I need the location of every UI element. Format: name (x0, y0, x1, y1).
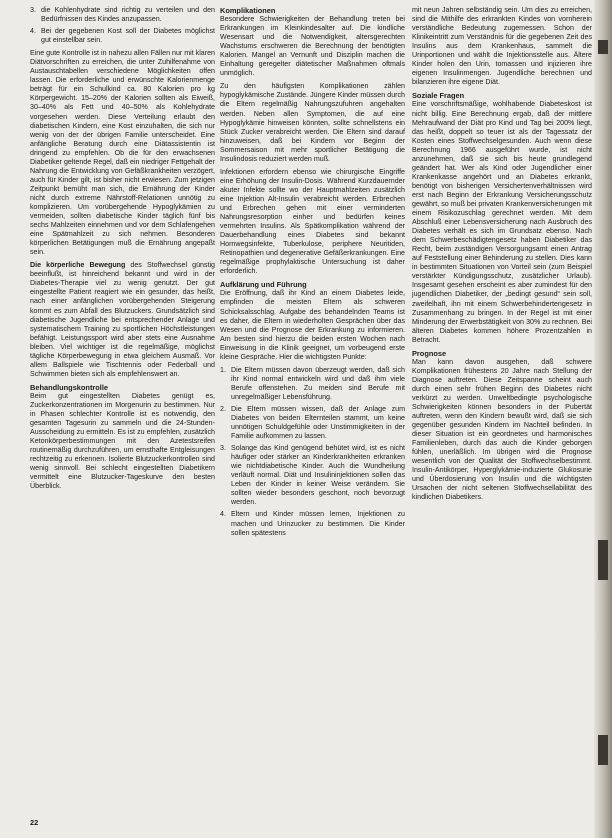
binding-mark (598, 40, 608, 54)
list-item (220, 365, 405, 402)
diet-rules-list (30, 6, 215, 45)
list-number: 4. (220, 510, 226, 519)
list-item (220, 510, 405, 537)
paragraph-text: des Stoffwechsel günstig beeinflußt, ist hinreichend bekannt und wird in der Diabetes-Therapie viel zu wenig genutzt. Der gut eingestellte Patient reagiert wie ein gesunder, das heißt, nach einer anfänglichen vorübergehenden Steigerung kommt es zum Abfall des Blutzuckers. Grundsätzlich sind diabetische Jugendliche bei entsprechender Anlage und systematischem Training zu sportlichen Höchstleistungen befähigt. Leistungssport wird aber stets eine Ausnahme bleiben. Viel wichtiger ist die regelmäßige, möglichst tägliche Körperbewegung in etwa gleichem Ausmaß. Vor allem Ballspiele wie Tischtennis oder Federball und Schwimmen bieten sich als empfehlenswert an. (30, 261, 215, 378)
column-middle (220, 6, 405, 542)
paragraph: mit neun Jahren selbständig sein. Um dies zu erreichen, sind die Mithilfe des erkrankten Kindes von vornherein verständliche Bedeutung zugemessen. Schon der Klinikeintritt zum Verständnis für die gegebenen Zeit des Insulins aus dem Krankenhaus, sammelt die Urinportionen und wählt die Injektionsstelle aus. Ältere Kinder holen den Urin, tomassen und injizieren ihre eigenen Insulinmengen. Jugendliche berechnen und bilanzieren ihre eigene Diät. (412, 6, 592, 87)
binding-mark (598, 735, 608, 765)
paragraph: Die Eröffnung, daß ihr Kind an einem Diabetes leide, empfinden die meisten Eltern als schweren Schicksalsschlag. Aufgabe des behandelnden Teams ist es daher, die Eltern in wiederholten Gesprächen über das Wesen und die Prognose der Erkrankung zu informieren. Am besten sind hierzu die beiden ersten Wochen nach Einweisung in die Klinik geeignet, um vorbeugend erste kleine Gespräche. Hier die wichtigsten Punkte: (220, 289, 405, 361)
section-heading: Behandlungskontrolle (30, 382, 109, 392)
section-heading: Komplikationen (220, 6, 276, 15)
binding-mark (598, 540, 608, 580)
column-right (412, 6, 592, 507)
paragraph: Besondere Schwierigkeiten der Behandlung treten bei Erkrankungen im Kleinkindesalter auf. Die kindliche Wesensart und die Notwendigkeit, altersgerechten Wachstums erschweren die Berechnung der benötigten Kalorien. Mangel an Vernunft und Disziplin machen die Einhaltung geregelter diätetischer Maßnahmen oftmals unmöglich. (220, 15, 405, 78)
list-item (220, 444, 405, 507)
list-text: Solange das Kind genügend behütet wird, ist es nicht häufiger oder stärker an Kinderkrankheiten erkranken wie nichtdiabetische Kinder. Auch die Wundheilung verläuft normal. Diät und Insulininjektionen sollen das Leben der Kinder in keiner Weise verändern. Sie sollten wieder besonders geschont, noch bevorzugt werden. (231, 444, 405, 507)
list-item (30, 27, 215, 45)
list-item (220, 404, 405, 441)
list-text: Bei der gegebenen Kost soll der Diabetes möglichst gut einstellbar sein. (41, 27, 215, 45)
column-left (30, 6, 215, 495)
paragraph-with-heading (30, 261, 215, 379)
page-edge-shadow (594, 0, 612, 838)
list-number: 3. (220, 444, 226, 453)
list-number: 1. (220, 365, 226, 374)
paragraph: Infektionen erfordern ebenso wie chirurgische Eingriffe eine Erhöhung der Insulin-Dosis. Während Kurzdauernder akuter Infekte sollte wo der Hauptmahlzeiten zusätzlich eine Injektion Alt-Insulin verabreicht werden. Erbrechen und Erbrechen gehen mit einer verminderten Nahrungsresorption einher und bedürfen keines vermehrten Insulins. Als Spätkomplikation während der Dauerbehandlung eines Diabetes sind bekannt Hornwegsinfekte, Tuberkulose, periphere Neuritiden, Retinopathien und degenerative Gefäßerkrankungen. Eine regelmäßige prophylaktische Untersuchung ist daher erforderlich. (220, 167, 405, 276)
list-number: 2. (220, 404, 226, 413)
paragraph: Zu den häufigsten Komplikationen zählen hypoglykämische Zustände. Jüngere Kinder müssen durch die Eltern regelmäßig Nahrungszufuhren angehalten werden. Neben allen Symptomen, die auf eine Hypoglykämie hinweisen könnten, sollte schnellstens ein Stück Zucker verabreicht werden. Die Eltern sind darauf hinzuweisen, daß bei Kindern vor Beginn der Sommersaison mit mehr sportlicher Betätigung die Insulindosis reduziert werden muß. (220, 82, 405, 163)
paragraph: Beim gut eingestellten Diabetes genügt es, Zuckerkonzentrationen im Morgenurin zu bestimmen. Nur in Phasen schlechter Kontrolle ist es notwendig, den gesamten Tagesurin zu sammeln und die 24-Stunden-Ausscheidung zu ermitteln. Es ist zu empfehlen, zusätzlich Ketonkörperbestimmungen mit den Azetestsreifen routinemäßig durchzuführen, um ernsthafte Entgleisungen rechtzeitig zu erkennen. Isolierte Blutzuckerkontrollen sind wenig sinnvoll. Bei schlecht eingestellten Diabetikern vermittelt eine Blutzucker-Tageskurve den besten Überblick. (30, 391, 215, 491)
section-heading: Prognose (412, 348, 447, 358)
list-item (30, 6, 215, 24)
section-heading: Soziale Fragen (412, 91, 465, 101)
education-points-list (220, 366, 405, 538)
section-heading: Aufklärung und Führung (220, 280, 307, 290)
list-text: Die Eltern müssen wissen, daß der Anlage zum Diabetes von beiden Elternteilen stammt, um keine unnötigen Schuldgefühle oder Unstimmigkeiten in der Familie aufkommen zu lassen. (231, 404, 405, 441)
list-text: die Kohlenhydrate sind richtig zu verteilen und den Bedürfnissen des Kindes anzupassen. (41, 6, 215, 24)
list-text: Die Eltern müssen davon überzeugt werden, daß sich ihr Kind normal entwickeln wird und daß ihm viele Berufe offenstehen. Zu meiden sind Berufe mit unregelmäßiger Lebensführung. (231, 365, 405, 401)
list-number: 3. (30, 6, 36, 14)
section-heading: Die körperliche Bewegung (30, 261, 126, 270)
paragraph: Eine gute Kontrolle ist in nahezu allen Fällen nur mit klaren Diätvorschriften zu erreichen, die unter Zuhilfenahme von Austauschtabellen verschiedene Möglichkeiten offen lassen. Die erforderliche und erwünschte Kalorienmenge beträgt für ein Schulkind ca. 80 Kalorien pro kg Körpergewicht. 15–20% der Kalorien sollten als Eiweiß, 30–40% als Fett und 40–50% als Kohlehydrate vorgesehen werden. Diese Verteilung erlaubt den diabetischen Kindern, eine Kost einzuhalten, die sich nur wenig von der der übrigen Familie unterscheidet. Eine anfängliche Beratung durch eine Diätassistentin ist dringend zu empfehlen. Ob die für den erwachsenen Diabetiker geltende Regel, daß ein niedriger Fettgehalt der Nahrung die Entwicklung von Gefäßkrankheiten verzögert, auch für Kinder gilt, ist bisher nicht erwiesen. Zum jetzigen Zeitpunkt bemüht man sich, die Ernährung der Kinder nicht durch extreme Nährstoff-Relationen unnötig zu komplizieren. Um vorübergehende Hypoglykämien zu vermeiden, sollten diabetische Kinder täglich fünf bis sechs Mahlzeiten einnehmen und vor dem Schlafengehen eine Spätmahlzeit zu sich nehmen. Besonderen körperlichen Betätigungen muß die Ernährung angepaßt sein. (30, 49, 215, 257)
list-number: 4. (30, 27, 36, 36)
paragraph: Eine vorschriftsmäßige, wohlhabende Diabeteskost ist nicht billig. Eine Berechnung ergab, daß der mittlere Mehraufwand der Diät pro Kind und Tag bei 200% liegt, das heißt, doppelt so teuer ist als der Tagessatz der Kosten eines Stoffwechselgesunden. Auch wenn diese Berechnung 1966 ausgeführt wurde, ist nicht anzunehmen, daß sie sich bis heute grundlegend geändert hat. Wer als Kind oder Jugendlicher einer Krankenkasse angehört und an Diabetes erkrankt, benötigt von bisherigen Versichertenverhältnissen wird erst nach Beginn der Erkrankung Versicherungsschutz gewährt, so muß bei privaten Krankenversicherungen mit einem Risikozuschlag gerechnet werden. Mit dem Abschluß einer Lebensversicherung nach Ausbruch des Diabetes verhält es sich im Grundsatz ebenso. Nach dem Schwerbeschädigtengesetz haben Diabetiker das Recht, beim zuständigen Versorgungsamt einen Antrag auf Feststellung einer Behinderung zu stellen. Dies kann in bestimmten Situationen von Vorteil sein (zum Beispiel verstärkter Kündigungsschutz, zusätzlicher Urlaub). Insgesamt gesehen erscheint es aber zumindest für den jugendlichen Diabetiker, der „bedingt gesund“ sein soll, zweifelhaft, ihn mit einem Schwerbehindertengesetz in Zusammenhang zu bringen. In der Regel ist mit einer Minderung der Erwerbstätigkeit von 30% zu rechnen. Bei älteren Diabetes kommen höhere Prozentzahlen in Betracht. (412, 100, 592, 344)
page-number: 22 (30, 818, 39, 827)
paragraph: Man kann davon ausgehen, daß schwere Komplikationen frühestens 20 Jahre nach Stellung der Diagnose auftreten. Diese Zeitspanne scheint auch durch einen sehr frühen Beginn des Diabetes nicht verkürzt zu werden. Unweltbedingte psychologische Schwierigkeiten können besonders in der Pubertät auftreten, wenn den Kindern bewußt wird, daß sie sich gegenüber gesunden Kindern im Nachteil befinden. In dieser Situation ist ein geordnetes und harmonisches Familienleben, durch das auch die Kinder geborgen fühlen, unerläßlich. Im übrigen wird die Prognose wesentlich von der Qualität der Stoffwechselbestimmt. Insulin-Antikörper, Hyperglykämie-induzierte Glukosurie und Überdosierung von Insulin und die wichtigsten Ursachen der nicht seltenen Stoffwechsellabilität des kindlichen Diabetikers. (412, 357, 592, 502)
list-text: Eltern und Kinder müssen lernen, Injektionen zu machen und Urinzucker zu bestimmen. Die Kinder sollen spätestens (231, 510, 405, 537)
